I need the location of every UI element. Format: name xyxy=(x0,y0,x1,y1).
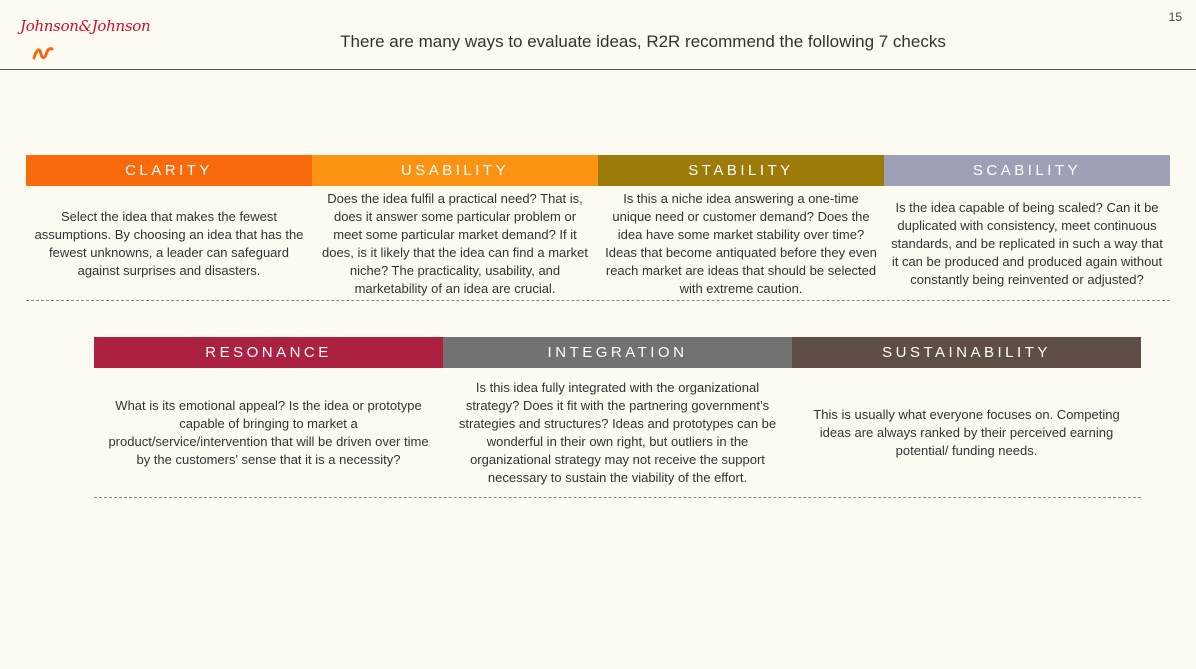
check-description: Is the idea capable of being scaled? Can it be duplicated with consistency, meet continuous standards, and be replicated in such a way that it can be produced and produced again without constantly being reinvented or adjusted? xyxy=(891,199,1163,287)
page-title: There are many ways to evaluate ideas, R2R recommend the following 7 checks xyxy=(340,32,946,51)
check-label: CLARITY xyxy=(26,155,312,186)
check-description: Does the idea fulfil a practical need? That is, does it answer some particular problem or meet some particular market demand? If it does, is it likely that the idea can find a market niche? The practicality, usability, and marketability of an idea are crucial. xyxy=(322,190,588,296)
check-resonance xyxy=(94,337,443,498)
check-description: This is usually what everyone focuses on. Competing ideas are always ranked by their perceived earning potential/ funding needs. xyxy=(813,407,1120,458)
check-label: STABILITY xyxy=(598,155,884,186)
check-label: INTEGRATION xyxy=(443,337,792,368)
divider xyxy=(26,300,1170,301)
check-clarity xyxy=(26,155,312,301)
company-logo: Johnson&Johnson xyxy=(20,17,151,35)
check-description: Is this idea fully integrated with the organizational strategy? Does it fit with the partnering government’s strategies and structures? Ideas and prototypes can be wonderful in their own right, but outliers in the organizational strategy may not receive the support necessary to sustain the viability of the effort. xyxy=(458,380,777,485)
check-usability xyxy=(312,155,598,301)
check-integration xyxy=(443,337,792,498)
check-description: Select the idea that makes the fewest assumptions. By choosing an idea that has the fewest unknowns, a leader can safeguard against surprises and disasters. xyxy=(34,208,304,278)
check-label: USABILITY xyxy=(312,155,598,186)
page-number: 15 xyxy=(1168,10,1182,24)
check-description: What is its emotional appeal? Is the idea or prototype capable of bringing to market a product/service/intervention that will be driven over time by the customers' sense that it is a necessity? xyxy=(108,398,429,467)
divider xyxy=(94,497,1141,498)
check-label: SCABILITY xyxy=(884,155,1170,186)
check-description: Is this a niche idea answering a one-time unique need or customer demand? Does the idea have some market stability over time? Ideas that become antiquated before they even reach market are ideas that should be selected with extreme caution. xyxy=(605,190,877,296)
check-label: SUSTAINABILITY xyxy=(792,337,1141,368)
checks-row-1 xyxy=(26,155,1170,301)
checks-row-2 xyxy=(94,337,1141,498)
slide-header xyxy=(0,0,1196,70)
check-label: RESONANCE xyxy=(94,337,443,368)
check-scability xyxy=(884,155,1170,301)
check-sustainability xyxy=(792,337,1141,498)
check-stability xyxy=(598,155,884,301)
